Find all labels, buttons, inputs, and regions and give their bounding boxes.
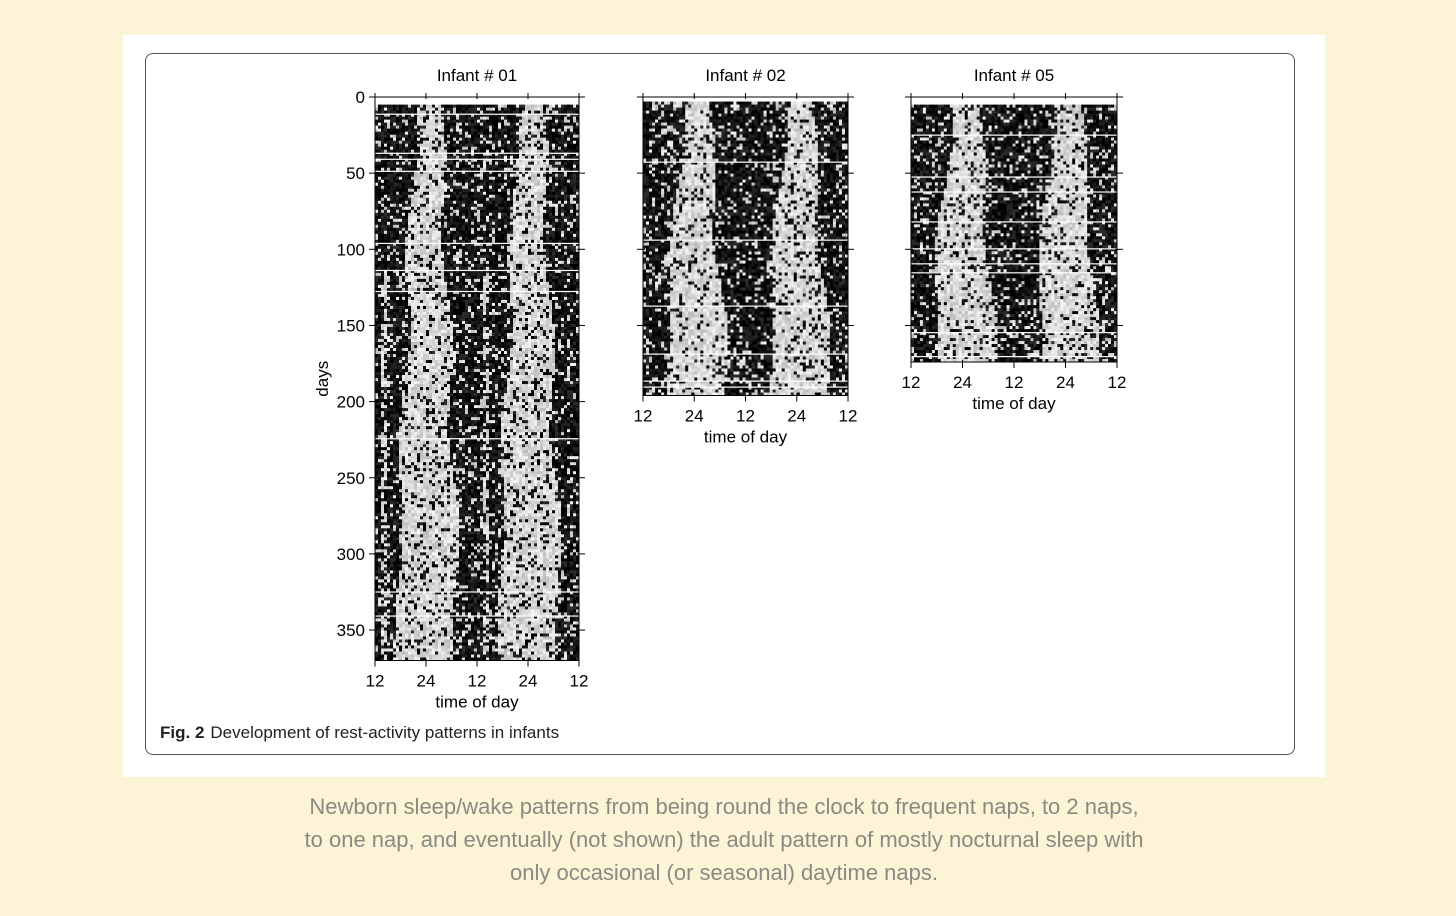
y-tick-label: 0 <box>356 88 365 107</box>
y-tick-label: 150 <box>337 316 365 335</box>
x-tick-label: 12 <box>366 672 385 691</box>
x-tick-label: 12 <box>570 672 589 691</box>
actogram-panel-2 <box>634 66 858 447</box>
y-axis-label: days <box>313 361 332 397</box>
activity-raster <box>643 102 848 396</box>
x-tick-label: 12 <box>468 672 487 691</box>
x-tick-label: 24 <box>1056 373 1075 392</box>
y-tick-label: 100 <box>337 240 365 259</box>
actogram-figure <box>123 35 1325 777</box>
x-axis-label: time of day <box>435 693 519 712</box>
panel-title: Infant # 02 <box>705 66 785 85</box>
y-tick-label: 350 <box>337 621 365 640</box>
y-tick-label: 250 <box>337 469 365 488</box>
y-tick-label: 50 <box>346 164 365 183</box>
x-tick-label: 12 <box>839 407 858 426</box>
article-caption: Newborn sleep/wake patterns from being round the clock to frequent naps, to 2 naps, to one nap, and eventually (not shown) the adult pattern of mostly nocturnal sleep with only occasional (or seasonal) daytime naps. <box>300 790 1148 889</box>
figure-caption-text: Development of rest-activity patterns in infants <box>210 723 559 742</box>
figure-card <box>123 35 1325 777</box>
x-axis-label: time of day <box>972 394 1056 413</box>
x-tick-label: 12 <box>902 373 921 392</box>
x-tick-label: 12 <box>634 407 653 426</box>
figure-label: Fig. 2 <box>160 723 204 742</box>
x-tick-label: 12 <box>1108 373 1127 392</box>
panel-title: Infant # 01 <box>437 66 517 85</box>
x-tick-label: 24 <box>953 373 972 392</box>
activity-raster <box>375 105 579 661</box>
x-tick-label: 24 <box>417 672 436 691</box>
x-tick-label: 12 <box>1005 373 1024 392</box>
y-tick-label: 300 <box>337 545 365 564</box>
activity-raster <box>911 105 1117 363</box>
panel-title: Infant # 05 <box>974 66 1054 85</box>
x-tick-label: 24 <box>787 407 806 426</box>
x-tick-label: 12 <box>736 407 755 426</box>
figure-caption <box>160 723 559 743</box>
actogram-panel-3 <box>902 66 1127 413</box>
x-tick-label: 24 <box>685 407 704 426</box>
x-tick-label: 24 <box>519 672 538 691</box>
y-tick-label: 200 <box>337 393 365 412</box>
actogram-panel-1 <box>313 66 588 712</box>
x-axis-label: time of day <box>704 428 788 447</box>
